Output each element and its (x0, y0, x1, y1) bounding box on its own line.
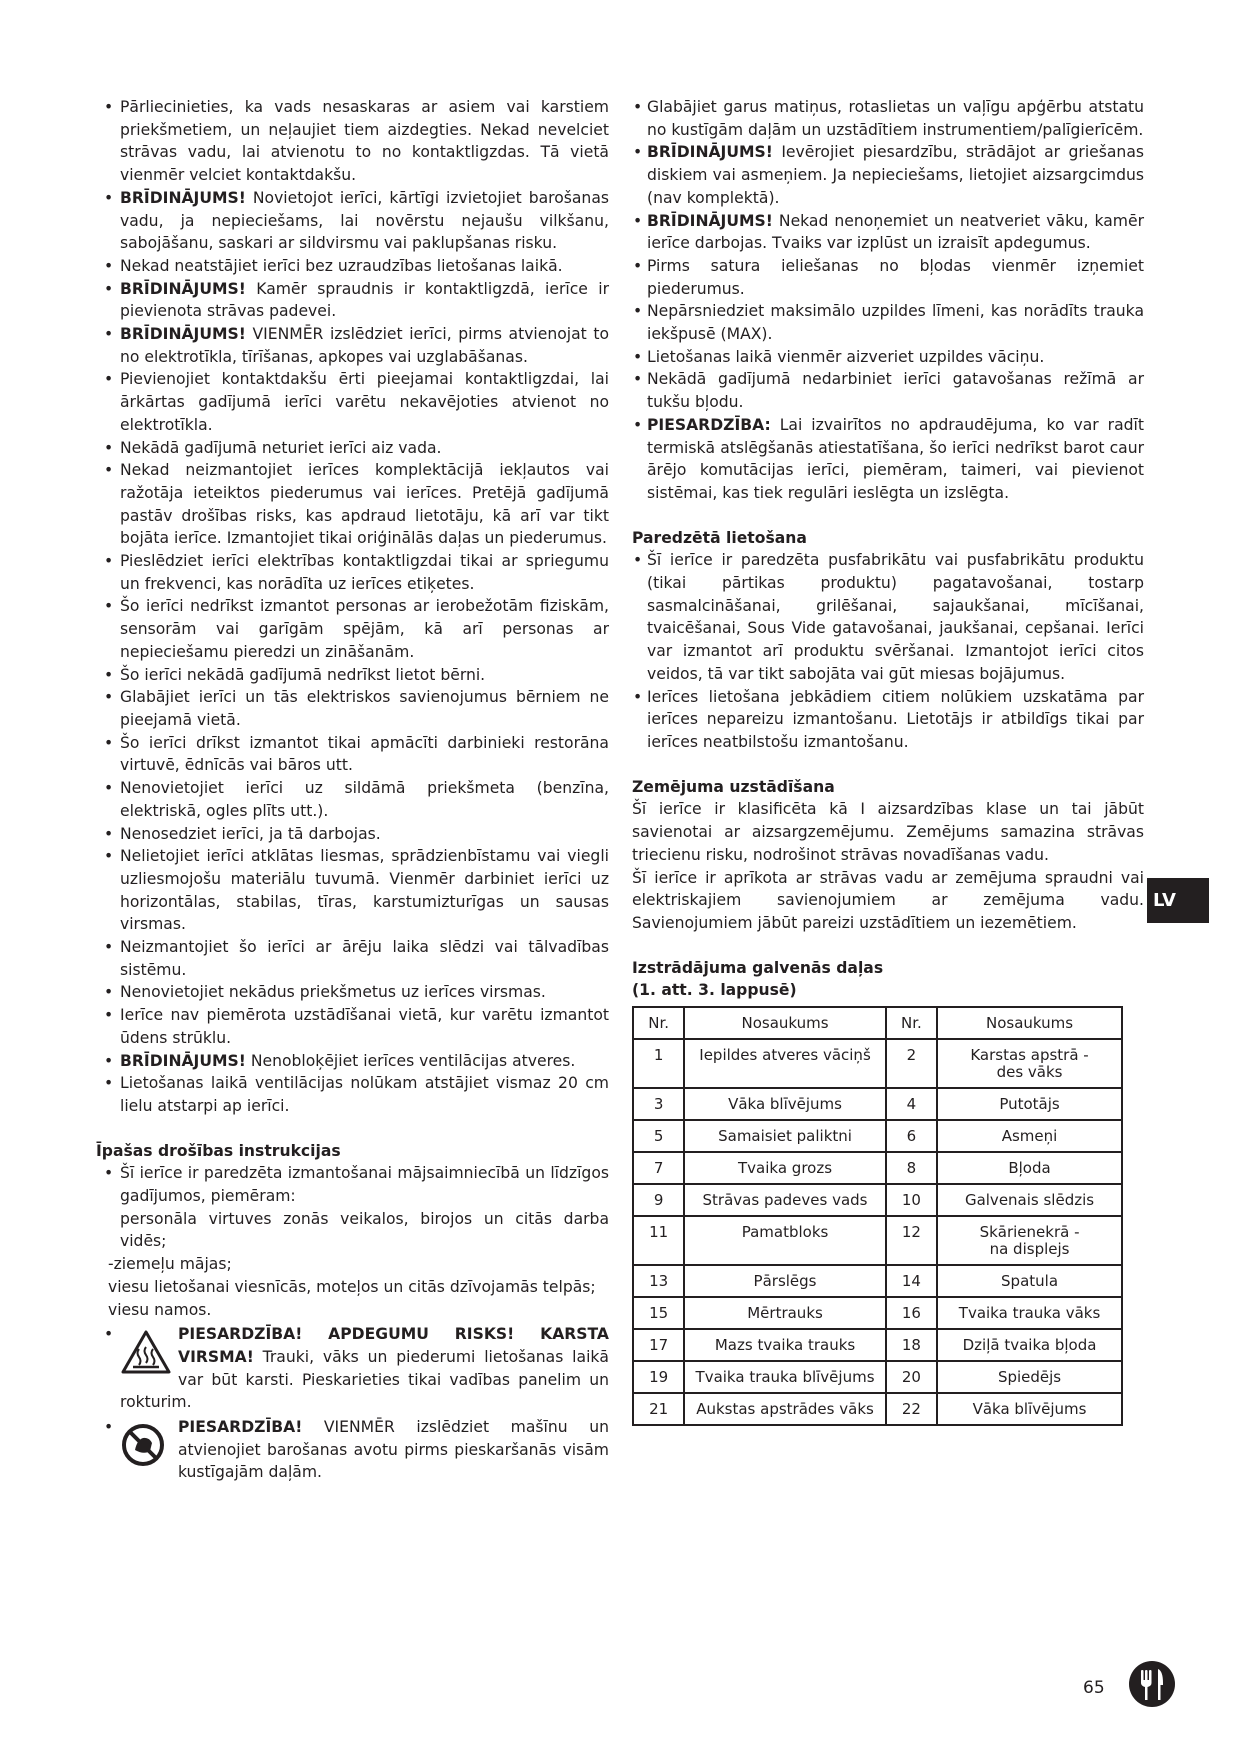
safety-list-continued (632, 96, 1144, 505)
safety-item-text: Nenosedziet ierīci, ja tā darbojas. (120, 824, 381, 843)
special-safety-examples (96, 1208, 609, 1322)
safety-item-text: Šo ierīci nedrīkst izmantot personas ar ierobežotām fiziskām, sensorām vai garīgām spējām, kā arī personas ar nepieciešamu pieredzi un zināšanām. (120, 597, 609, 661)
table-row (633, 1393, 1122, 1425)
safety-list (96, 96, 609, 1118)
hot-warning-text: Trauki, vāks un piederumi lietošanas laikā var būt karsti. Pieskarieties tikai vadības panelim un rokturim. (120, 1347, 609, 1412)
part-name: Spiedējs (937, 1361, 1122, 1393)
part-number: 6 (886, 1120, 937, 1152)
intended-use-item: • Šī ierīce ir paredzēta pusfabrikātu vai pusfabrikātu produktu (tikai pārtikas produktu) pagatavošanai, tostarp sasmalcināšanai, grilēšanai, sajaukšanai, mīcīšanai, tvaicēšanai, Sous Vide gatavošanai, jaukšanai, cepšanai. Ierīci var izmantot arī produktu svēršanai. Izmantojot ierīci citos veidos, tā var tikt sabojāta vai gūt miesas bojājumus. (632, 549, 1144, 685)
part-number: 1 (633, 1039, 684, 1088)
safety-item (632, 141, 1144, 209)
parts-heading: Izstrādājuma galvenās daļas (632, 958, 884, 977)
part-name: Pamatbloks (684, 1216, 885, 1265)
warning-label: BRĪDINĀJUMS! (120, 279, 246, 298)
warning-label: BRĪDINĀJUMS! (120, 1051, 246, 1070)
page-number: 65 (1083, 1678, 1105, 1698)
part-name: Tvaika trauka blīvējums (684, 1361, 885, 1393)
table-row (633, 1120, 1122, 1152)
safety-item (96, 323, 609, 368)
safety-item (632, 300, 1144, 345)
safety-item-text: Pirms satura ieliešanas no bļodas vienmēr izņemiet piederumus. (647, 256, 1144, 298)
safety-item (96, 550, 609, 595)
table-row (633, 1297, 1122, 1329)
part-number: 10 (886, 1184, 937, 1216)
safety-item-text: VIENMĒR izslēdziet ierīci, pirms atvienojat to no elektrotīkla, tīrīšanas, apkopes vai uzglabāšanas. (120, 325, 609, 366)
safety-item-text: Nenovietojiet ierīci uz sildāmā priekšmeta (benzīna, elektriskā, ogles plīts utt.). (120, 779, 609, 820)
safety-item-text: Nekādā gadījumā neturiet ierīci aiz vada. (120, 438, 442, 457)
no-touch-icon (120, 1422, 172, 1470)
safety-item (96, 823, 609, 846)
safety-item (96, 686, 609, 731)
special-safety-intro: • Šī ierīce ir paredzēta izmantošanai mājsaimniecībā un līdzīgos gadījumos, piemēram: (96, 1162, 609, 1207)
part-name: Strāvas padeves vads (684, 1184, 885, 1216)
safety-item-text: Kamēr spraudnis ir kontaktligzdā, ierīce ir pievienota strāvas padevei. (120, 279, 609, 321)
safety-item (96, 255, 609, 278)
safety-item (96, 732, 609, 777)
table-header-cell: Nosaukums (937, 1007, 1122, 1039)
part-name: Pārslēgs (684, 1265, 885, 1297)
table-row (633, 1184, 1122, 1216)
table-row (633, 1329, 1122, 1361)
safety-item-text: Nenovietojiet nekādus priekšmetus uz ierīces virsmas. (120, 983, 546, 1002)
moving-parts-warning (96, 1416, 609, 1484)
warning-label: BRĪDINĀJUMS! (120, 188, 246, 207)
part-number: 8 (886, 1152, 937, 1184)
part-name: Spatula (937, 1265, 1122, 1297)
part-number: 2 (886, 1039, 937, 1088)
part-number: 7 (633, 1152, 684, 1184)
safety-item-text: Nekad nenoņemiet un neatveriet vāku, kamēr ierīce darbojas. Tvaiks var izplūst un izraisīt apdegumus. (647, 211, 1144, 253)
safety-item (632, 255, 1144, 300)
safety-item (96, 664, 609, 687)
parts-heading-reference: (1. att. 3. lappusē) (632, 981, 797, 1000)
part-name: Iepildes atveres vāciņš (684, 1039, 885, 1088)
example-line: -ziemeļu mājas; (108, 1255, 232, 1274)
part-number: 12 (886, 1216, 937, 1265)
part-name: Karstas apstrā - des vāks (937, 1039, 1122, 1088)
warning-label: PIESARDZĪBA: (647, 415, 771, 434)
safety-item-text: Pieslēdziet ierīci elektrības kontaktligzdai tikai ar spriegumu un frekvenci, kas norādīta uz ierīces etiķetes. (120, 552, 609, 593)
safety-item-text: Glabājiet garus matiņus, rotaslietas un vaļīgu apģērbu atstatu no kustīgām daļām un uzstādītiem instrumentiem/palīgierīcēm. (647, 98, 1144, 139)
part-number: 18 (886, 1329, 937, 1361)
language-tab: LV (1147, 878, 1209, 923)
part-number: 11 (633, 1216, 684, 1265)
part-number: 13 (633, 1265, 684, 1297)
moving-warning-label: PIESARDZĪBA! (178, 1418, 303, 1437)
part-name: Mazs tvaika trauks (684, 1329, 885, 1361)
safety-item (96, 459, 609, 550)
warning-label: BRĪDINĀJUMS! (647, 211, 773, 230)
part-name: Vāka blīvējums (937, 1393, 1122, 1425)
safety-item (96, 96, 609, 187)
part-name: Bļoda (937, 1152, 1122, 1184)
safety-item (632, 96, 1144, 141)
part-number: 16 (886, 1297, 937, 1329)
safety-item (96, 1004, 609, 1049)
part-name: Aukstas apstrādes vāks (684, 1393, 885, 1425)
part-number: 5 (633, 1120, 684, 1152)
safety-item-text: Pārliecinieties, ka vads nesaskaras ar asiem vai karstiem priekšmetiem, un neļaujiet tiem aizdegties. Nekad nevelciet strāvas vadu, lai atvienotu to no kontaktligzdas. Tā vietā vienmēr velciet kontaktdakšu. (120, 98, 609, 185)
grounding-paragraph: Šī ierīce ir aprīkota ar strāvas vadu ar zemējuma spraudni vai elektriskajiem savienojumiem ar zemējuma vadu. Savienojumiem jābūt pareizi uzstādītiem un iezemētiem. (632, 868, 1144, 932)
part-number: 15 (633, 1297, 684, 1329)
safety-item (96, 595, 609, 663)
hot-surface-icon (120, 1329, 172, 1377)
part-number: 19 (633, 1361, 684, 1393)
safety-item (96, 777, 609, 822)
example-line: viesu namos. (108, 1300, 212, 1319)
table-row (633, 1088, 1122, 1120)
safety-item-text: Pievienojiet kontaktdakšu ērti pieejamai kontaktligzdai, lai ārkārtas gadījumā ierīci varētu nekavējoties atvienot no elektrotīkla. (120, 370, 609, 434)
safety-item-text: Lietošanas laikā vienmēr aizveriet uzpildes vāciņu. (647, 347, 1045, 366)
right-column (632, 96, 1144, 1426)
special-safety-heading: Īpašas drošības instrukcijas (96, 1141, 341, 1160)
table-row (633, 1152, 1122, 1184)
warning-label: BRĪDINĀJUMS! (120, 325, 246, 344)
table-row (633, 1361, 1122, 1393)
safety-item-text: Nekad neatstājiet ierīci bez uzraudzības lietošanas laikā. (120, 256, 563, 275)
intended-use-heading: Paredzētā lietošana (632, 528, 807, 547)
part-number: 22 (886, 1393, 937, 1425)
safety-item (96, 845, 609, 936)
safety-item (96, 936, 609, 981)
safety-item-text: Glabājiet ierīci un tās elektriskos savienojumus bērniem ne pieejamā vietā. (120, 688, 609, 729)
safety-item-text: Nekad neizmantojiet ierīces komplektācijā iekļautos vai ražotāja ieteiktos piederumus vai ierīces. Pretējā gadījumā pastāv drošības risks, kas apdraud lietotāju, kā arī var tikt bojāta ierīce. Izmantojiet tikai oriģinālās daļas un piederumus. (120, 461, 609, 548)
part-name: Dziļā tvaika bļoda (937, 1329, 1122, 1361)
table-header-cell: Nr. (633, 1007, 684, 1039)
part-name: Galvenais slēdzis (937, 1184, 1122, 1216)
part-name: Vāka blīvējums (684, 1088, 885, 1120)
part-name: Skārienekrā - na displejs (937, 1216, 1122, 1265)
safety-item (96, 278, 609, 323)
safety-item-text: Šo ierīci drīkst izmantot tikai apmācīti darbinieki restorāna virtuvē, ēdnīcās vai bāros utt. (120, 733, 609, 775)
example-line: personāla virtuves zonās veikalos, birojos un citās darba vidēs; (120, 1209, 609, 1251)
part-name: Tvaika grozs (684, 1152, 885, 1184)
safety-item (632, 210, 1144, 255)
safety-item-text: Novietojot ierīci, kārtīgi izvietojiet barošanas vadu, ja nepieciešams, lai novērstu nejaušu vilkšanu, sabojāšanu, saskari ar sildvirsmu vai paklupšanas risku. (120, 188, 609, 253)
safety-item-text: Nepārsniedziet maksimālo uzpildes līmeni, kas norādīts trauka iekšpusē (MAX). (647, 302, 1144, 344)
intended-use-list (632, 549, 1144, 753)
table-row (633, 1039, 1122, 1088)
left-column (96, 96, 609, 1484)
warning-label: BRĪDINĀJUMS! (647, 143, 773, 162)
part-number: 21 (633, 1393, 684, 1425)
parts-table (632, 1006, 1123, 1426)
table-header-cell: Nosaukums (684, 1007, 885, 1039)
safety-item-text: Ierīce nav piemērota uzstādīšanai vietā, kur varētu izmantot ūdens strūklu. (120, 1006, 609, 1047)
intended-use-item: • Ierīces lietošana jebkādiem citiem nolūkiem uzskatāma par ierīces nepareizu izmantošanu. Lietotājs ir atbildīgs tikai par ierīces neatbilstošu izmantošanu. (632, 686, 1144, 754)
part-number: 9 (633, 1184, 684, 1216)
part-number: 3 (633, 1088, 684, 1120)
safety-item (96, 187, 609, 255)
special-safety-list (96, 1162, 609, 1207)
moving-warning-text: VIENMĒR izslēdziet mašīnu un atvienojiet barošanas avotu pirms pieskaršanās visām kustīgajām daļām. (178, 1418, 609, 1482)
safety-item-text: Neizmantojiet šo ierīci ar ārēju laika slēdzi vai tālvadības sistēmu. (120, 938, 609, 979)
table-row (633, 1265, 1122, 1297)
safety-item-text: Lietošanas laikā ventilācijas nolūkam atstājiet vismaz 20 cm lielu atstarpi ap ierīci. (120, 1074, 609, 1115)
part-number: 17 (633, 1329, 684, 1361)
part-number: 14 (886, 1265, 937, 1297)
safety-item-text: Ievērojiet piesardzību, strādājot ar griešanas diskiem vai asmeņiem. Ja nepieciešams, lietojiet aizsargcimdus (nav komplektā). (647, 143, 1144, 207)
part-name: Tvaika trauka vāks (937, 1297, 1122, 1329)
part-name: Samaisiet paliktni (684, 1120, 885, 1152)
safety-item (96, 981, 609, 1004)
safety-item (96, 368, 609, 436)
safety-item (632, 414, 1144, 505)
safety-item-text: Nekādā gadījumā nedarbiniet ierīci gatavošanas režīmā ar tukšu bļodu. (647, 370, 1144, 412)
safety-item (632, 368, 1144, 413)
table-header-row (633, 1007, 1122, 1039)
grounding-paragraph: Šī ierīce ir klasificēta kā I aizsardzības klase un tai jābūt savienotai ar aizsargzemējumu. Zemējums samazina strāvas triecienu risku, nodrošinot strāvas novadīšanas vadu. (632, 800, 1144, 864)
safety-item-text: Nelietojiet ierīci atklātas liesmas, sprādzienbīstamu vai viegli uzliesmojošu materiālu tuvumā. Vienmēr darbiniet ierīci uz horizontālas, stabilas, tīras, karstumizturīgas un sausas virsmas. (120, 847, 609, 934)
grounding-heading: Zemējuma uzstādīšana (632, 777, 835, 796)
cutlery-logo-icon (1128, 1660, 1176, 1708)
part-name: Putotājs (937, 1088, 1122, 1120)
safety-item (96, 437, 609, 460)
example-line: viesu lietošanai viesnīcās, moteļos un citās dzīvojamās telpās; (108, 1277, 596, 1296)
safety-item-text: Lai izvairītos no apdraudējuma, ko var radīt termiskā atslēgšanās atiestatīšana, šo ierīci nedrīkst barot caur ārējo komutācijas ierīci, piemēram, taimeri, vai pievienot sistēmai, kas tiek regulāri ieslēgta un izslēgta. (647, 415, 1144, 502)
table-header-cell: Nr. (886, 1007, 937, 1039)
safety-item (632, 346, 1144, 369)
part-name: Asmeņi (937, 1120, 1122, 1152)
hot-surface-warning (96, 1323, 609, 1414)
safety-item (96, 1050, 609, 1073)
part-number: 20 (886, 1361, 937, 1393)
part-number: 4 (886, 1088, 937, 1120)
hot-warning-label: PIESARDZĪBA! APDEGUMU RISKS! KARSTA VIRSMA! (178, 1325, 609, 1366)
safety-item-text: Nenobloķējiet ierīces ventilācijas atveres. (245, 1051, 576, 1070)
part-name: Mērtrauks (684, 1297, 885, 1329)
table-row (633, 1216, 1122, 1265)
safety-item (96, 1072, 609, 1117)
safety-item-text: Šo ierīci nekādā gadījumā nedrīkst lietot bērni. (120, 665, 486, 684)
